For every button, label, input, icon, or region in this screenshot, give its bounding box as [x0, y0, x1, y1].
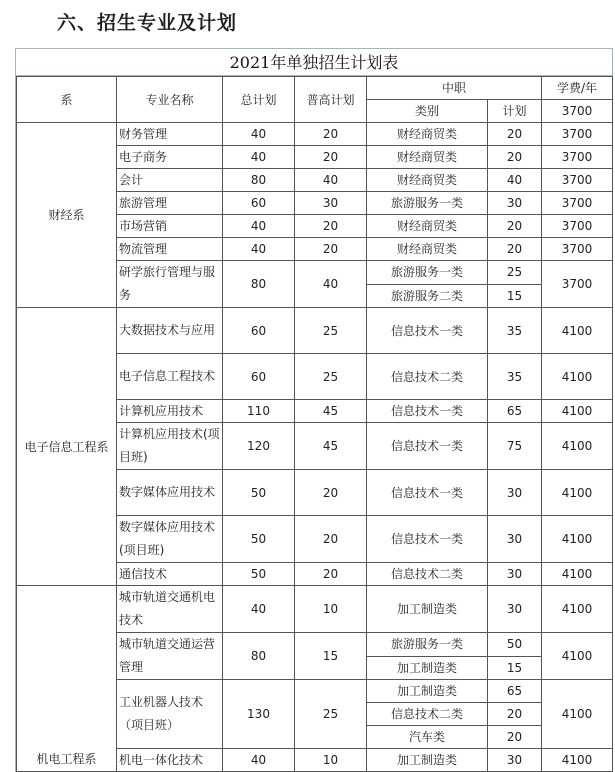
table-row: [17, 123, 613, 146]
section-heading: 六、招生专业及计划: [57, 12, 238, 34]
total-cell: 110: [223, 400, 295, 423]
total-cell: 60: [223, 308, 295, 354]
header-row: [17, 77, 613, 100]
category-cell: 加工制造类: [367, 586, 488, 633]
plan-cell: 30: [488, 586, 542, 633]
category-cell: 信息技术一类: [367, 423, 488, 470]
major-cell: 市场营销: [117, 215, 223, 238]
major-cell: 财务管理: [117, 123, 223, 146]
total-cell: 40: [223, 215, 295, 238]
fee-cell: 3700: [542, 261, 613, 308]
major-cell: 数字媒体应用技术: [117, 470, 223, 516]
category-cell: 汽车类: [367, 726, 488, 749]
plan-cell: 65: [488, 680, 542, 703]
plan-cell: 35: [488, 354, 542, 400]
total-cell: 130: [223, 680, 295, 749]
major-cell: 计算机应用技术: [117, 400, 223, 423]
category-cell: 信息技术一类: [367, 400, 488, 423]
fee-cell: 3700: [542, 169, 613, 192]
pugao-cell: 20: [295, 146, 367, 169]
major-cell: 城市轨道交通机电技术: [117, 586, 223, 633]
pugao-cell: 10: [295, 586, 367, 633]
pugao-cell: 20: [295, 123, 367, 146]
total-cell: 120: [223, 423, 295, 470]
pugao-cell: 40: [295, 169, 367, 192]
plan-cell: 40: [488, 169, 542, 192]
major-cell: 大数据技术与应用: [117, 308, 223, 354]
header-zhongzhi: 中职: [367, 77, 542, 100]
table-row: [17, 308, 613, 354]
category-cell: 旅游服务二类: [367, 284, 488, 308]
header-dept: 系: [17, 77, 117, 123]
major-cell: 电子商务: [117, 146, 223, 169]
major-cell: 研学旅行管理与服务: [117, 261, 223, 308]
pugao-cell: 15: [295, 633, 367, 680]
total-cell: 40: [223, 749, 295, 772]
fee-cell: 3700: [542, 238, 613, 261]
plan-cell: 35: [488, 308, 542, 354]
pugao-cell: 30: [295, 192, 367, 215]
total-cell: 80: [223, 633, 295, 680]
pugao-cell: 20: [295, 516, 367, 563]
category-cell: 财经商贸类: [367, 215, 488, 238]
plan-cell: 30: [488, 470, 542, 516]
plan-cell: 30: [488, 749, 542, 772]
header-category: 类别: [367, 100, 488, 123]
category-cell: 信息技术二类: [367, 703, 488, 726]
pugao-cell: 25: [295, 354, 367, 400]
major-cell: 电子信息工程技术: [117, 354, 223, 400]
major-cell: 数字媒体应用技术(项目班): [117, 516, 223, 563]
category-cell: 信息技术二类: [367, 354, 488, 400]
enrollment-plan-table-wrapper: [15, 48, 613, 772]
plan-cell: 20: [488, 726, 542, 749]
category-cell: 旅游服务一类: [367, 261, 488, 285]
table-row: [17, 586, 613, 633]
category-cell: 旅游服务一类: [367, 633, 488, 657]
pugao-cell: 20: [295, 238, 367, 261]
pugao-cell: 45: [295, 400, 367, 423]
total-cell: 80: [223, 169, 295, 192]
fee-cell: 4100: [542, 354, 613, 400]
category-cell: 财经商贸类: [367, 169, 488, 192]
plan-cell: 20: [488, 703, 542, 726]
total-cell: 80: [223, 261, 295, 308]
fee-cell: 4100: [542, 680, 613, 749]
category-cell: 财经商贸类: [367, 238, 488, 261]
fee-cell: 3700: [542, 215, 613, 238]
category-cell: 加工制造类: [367, 749, 488, 772]
fee-cell: 3700: [542, 123, 613, 146]
pugao-cell: 45: [295, 423, 367, 470]
fee-cell: 3700: [542, 192, 613, 215]
major-cell: 计算机应用技术(项目班): [117, 423, 223, 470]
fee-cell: 4100: [542, 308, 613, 354]
fee-cell: 4100: [542, 563, 613, 586]
plan-cell: 50: [488, 633, 542, 657]
fee-cell: 4100: [542, 423, 613, 470]
category-cell: 旅游服务一类: [367, 192, 488, 215]
pugao-cell: 10: [295, 749, 367, 772]
category-cell: 信息技术二类: [367, 563, 488, 586]
header-major: 专业名称: [117, 77, 223, 123]
total-cell: 40: [223, 123, 295, 146]
category-cell: 加工制造类: [367, 680, 488, 703]
fee-cell: 4100: [542, 470, 613, 516]
fee-cell: 4100: [542, 516, 613, 563]
major-cell: 城市轨道交通运营管理: [117, 633, 223, 680]
plan-cell: 15: [488, 656, 542, 680]
total-cell: 40: [223, 146, 295, 169]
header-plan: 计划: [488, 100, 542, 123]
enrollment-plan-table: [16, 76, 613, 772]
category-cell: 财经商贸类: [367, 123, 488, 146]
table-title: 2021年单独招生计划表: [16, 49, 612, 76]
plan-cell: 30: [488, 516, 542, 563]
pugao-cell: 40: [295, 261, 367, 308]
plan-cell: 20: [488, 146, 542, 169]
dept-cell: 机电工程系: [17, 586, 117, 772]
total-cell: 50: [223, 470, 295, 516]
total-cell: 60: [223, 192, 295, 215]
pugao-cell: 20: [295, 563, 367, 586]
category-cell: 信息技术一类: [367, 308, 488, 354]
major-cell: 会计: [117, 169, 223, 192]
fee-cell: 4100: [542, 400, 613, 423]
plan-cell: 20: [488, 238, 542, 261]
total-cell: 60: [223, 354, 295, 400]
fee-cell: 4100: [542, 749, 613, 772]
major-cell: 物流管理: [117, 238, 223, 261]
major-cell: 旅游管理: [117, 192, 223, 215]
header-pugao: 普高计划: [295, 77, 367, 123]
major-cell: 通信技术: [117, 563, 223, 586]
header-fee: 学费/年: [542, 77, 613, 100]
pugao-cell: 20: [295, 215, 367, 238]
category-cell: 加工制造类: [367, 656, 488, 680]
dept-cell: 财经系: [17, 123, 117, 308]
category-cell: 财经商贸类: [367, 146, 488, 169]
total-cell: 40: [223, 238, 295, 261]
category-cell: 信息技术一类: [367, 516, 488, 563]
header-total: 总计划: [223, 77, 295, 123]
plan-cell: 20: [488, 123, 542, 146]
header-fee-sub: 3700: [542, 100, 613, 123]
plan-cell: 65: [488, 400, 542, 423]
major-cell: 机电一体化技术: [117, 749, 223, 772]
fee-cell: 3700: [542, 146, 613, 169]
fee-cell: 4100: [542, 633, 613, 680]
major-cell: 工业机器人技术（项目班）: [117, 680, 223, 749]
total-cell: 40: [223, 586, 295, 633]
plan-cell: 75: [488, 423, 542, 470]
plan-cell: 20: [488, 215, 542, 238]
fee-cell: 4100: [542, 586, 613, 633]
total-cell: 50: [223, 516, 295, 563]
plan-cell: 30: [488, 563, 542, 586]
plan-cell: 15: [488, 284, 542, 308]
total-cell: 50: [223, 563, 295, 586]
dept-cell: 电子信息工程系: [17, 308, 117, 586]
plan-cell: 30: [488, 192, 542, 215]
pugao-cell: 25: [295, 308, 367, 354]
category-cell: 信息技术一类: [367, 470, 488, 516]
pugao-cell: 25: [295, 680, 367, 749]
pugao-cell: 20: [295, 470, 367, 516]
plan-cell: 25: [488, 261, 542, 285]
